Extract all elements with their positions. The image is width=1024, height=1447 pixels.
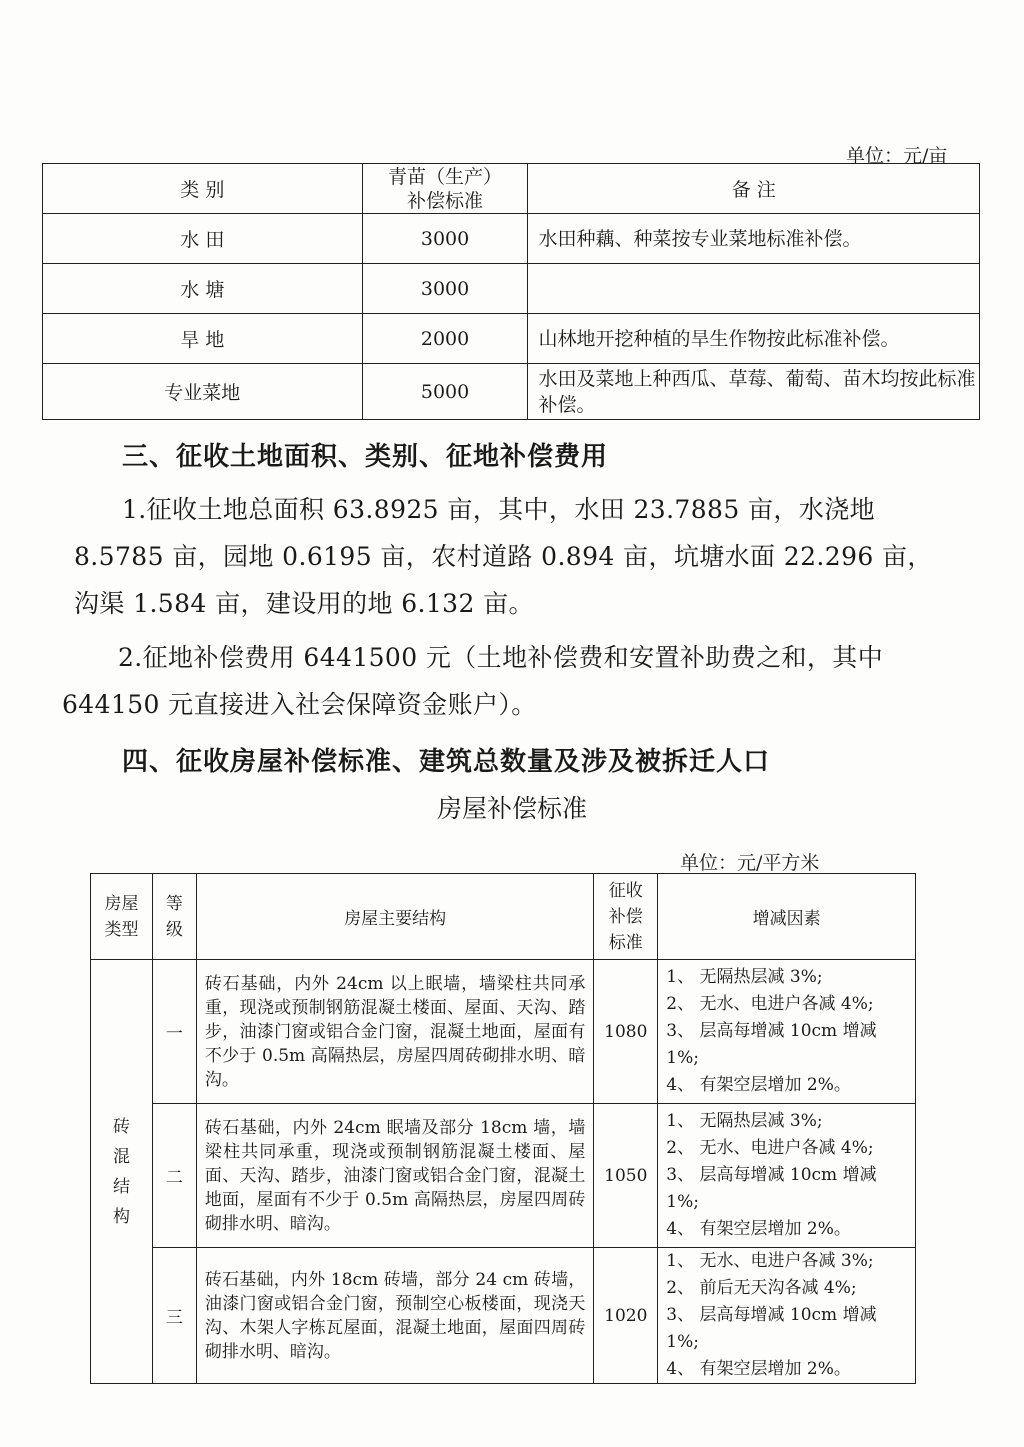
header-house-type: 房屋类型 — [91, 874, 153, 960]
table-row — [91, 1248, 916, 1384]
seedling-compensation-table — [42, 163, 980, 420]
header-type: 类 别 — [43, 164, 363, 214]
table1-unit: 单位：元/亩 — [846, 145, 948, 167]
header-factors: 增减因素 — [658, 874, 916, 960]
row-remark: 水田种藕、种菜按专业菜地标准补偿。 — [528, 214, 980, 264]
factors-cell — [658, 1104, 916, 1248]
value-cell: 1020 — [594, 1248, 658, 1384]
factor-item: 1、 无隔热层减 3%; — [666, 1111, 823, 1131]
section3-heading: 三、征收土地面积、类别、征地补偿费用 — [122, 442, 609, 472]
row-remark: 山林地开挖种植的旱生作物按此标准补偿。 — [528, 314, 980, 364]
factor-item: 1、 无隔热层减 3%; — [666, 967, 823, 987]
row-value: 3000 — [362, 214, 528, 264]
factor-item: 2、 前后无天沟各减 4%; — [666, 1278, 857, 1298]
table-row — [91, 1104, 916, 1248]
section3-paragraph-2: 2.征地补偿费用 6441500 元（土地补偿费和安置补助费之和，其中 644150 元直接进入社会保障资金账户）。 — [62, 643, 884, 719]
factor-item: 3、 层高每增减 10cm 增减 1%; — [666, 1165, 877, 1212]
table-row — [91, 960, 916, 1104]
header-standard: 征收补偿标准 — [594, 874, 658, 960]
header-standard: 青苗（生产）补偿标准 — [362, 164, 528, 214]
grade-cell: 三 — [152, 1248, 196, 1384]
factor-item: 1、 无水、电进户各减 3%; — [666, 1251, 874, 1271]
table2-title: 房屋补偿标准 — [436, 794, 587, 823]
section3-paragraph-1: 1.征收土地总面积 63.8925 亩，其中，水田 23.7885 亩，水浇地 8.5785 亩，园地 0.6195 亩，农村道路 0.894 亩，坑塘水面 22.296 亩，沟渠 1.584 亩，建设用的地 6.132 亩。 — [74, 495, 933, 618]
factors-cell — [658, 1248, 916, 1384]
house-compensation-table — [90, 873, 916, 1384]
row-type: 水 田 — [43, 214, 363, 264]
table-header-row — [43, 164, 980, 214]
grade-cell: 一 — [152, 960, 196, 1104]
row-value: 5000 — [362, 364, 528, 420]
table-header-row — [91, 874, 916, 960]
factor-item: 2、 无水、电进户各减 4%; — [666, 994, 874, 1014]
row-type: 专业菜地 — [43, 364, 363, 420]
structure-cell: 砖石基础，内外 18cm 砖墙，部分 24 cm 砖墙，油漆门窗或铝合金门窗，预制空心板楼面，现浇天沟、木架人字栋瓦屋面，混凝土地面，屋面四周砖砌排水明、暗沟。 — [196, 1248, 593, 1384]
grade-cell: 二 — [152, 1104, 196, 1248]
table2-unit: 单位：元/平方米 — [680, 852, 820, 874]
value-cell: 1080 — [594, 960, 658, 1104]
table-row — [43, 214, 980, 264]
row-remark — [528, 264, 980, 314]
house-type-cell — [91, 960, 153, 1384]
section4-heading: 四、征收房屋补偿标准、建筑总数量及涉及被拆迁人口 — [122, 747, 771, 777]
factor-item: 4、 有架空层增加 2%。 — [666, 1219, 851, 1239]
house-type-label: 砖混结构 — [112, 1116, 130, 1227]
row-type: 水 塘 — [43, 264, 363, 314]
table-row — [43, 364, 980, 420]
factor-item: 2、 无水、电进户各减 4%; — [666, 1138, 874, 1158]
factor-item: 3、 层高每增减 10cm 增减 1%; — [666, 1021, 877, 1068]
table-row — [43, 314, 980, 364]
factor-item: 4、 有架空层增加 2%。 — [666, 1359, 851, 1379]
table-row — [43, 264, 980, 314]
structure-cell: 砖石基础，内外 24cm 以上眠墙，墙梁柱共同承重，现浇或预制钢筋混凝土楼面、屋面、天沟、踏步，油漆门窗或铝合金门窗，混凝土地面，屋面有不少于 0.5m 高隔热层，房屋四周砖砌排水明、暗沟。 — [196, 960, 593, 1104]
row-value: 2000 — [362, 314, 528, 364]
factor-item: 4、 有架空层增加 2%。 — [666, 1075, 851, 1095]
header-structure: 房屋主要结构 — [196, 874, 593, 960]
header-remark: 备 注 — [528, 164, 980, 214]
row-type: 旱 地 — [43, 314, 363, 364]
row-remark: 水田及菜地上种西瓜、草莓、葡萄、苗木均按此标准补偿。 — [528, 364, 980, 420]
structure-cell: 砖石基础，内外 24cm 眠墙及部分 18cm 墙，墙梁柱共同承重，现浇或预制钢筋混凝土楼面、屋面、天沟、踏步，油漆门窗或铝合金门窗，混凝土地面，屋面有不少于 0.5m 高隔热层，房屋四周砖砌排水明、暗沟。 — [196, 1104, 593, 1248]
factors-cell — [658, 960, 916, 1104]
header-grade: 等级 — [152, 874, 196, 960]
row-value: 3000 — [362, 264, 528, 314]
factor-item: 3、 层高每增减 10cm 增减 1%; — [666, 1305, 877, 1352]
value-cell: 1050 — [594, 1104, 658, 1248]
